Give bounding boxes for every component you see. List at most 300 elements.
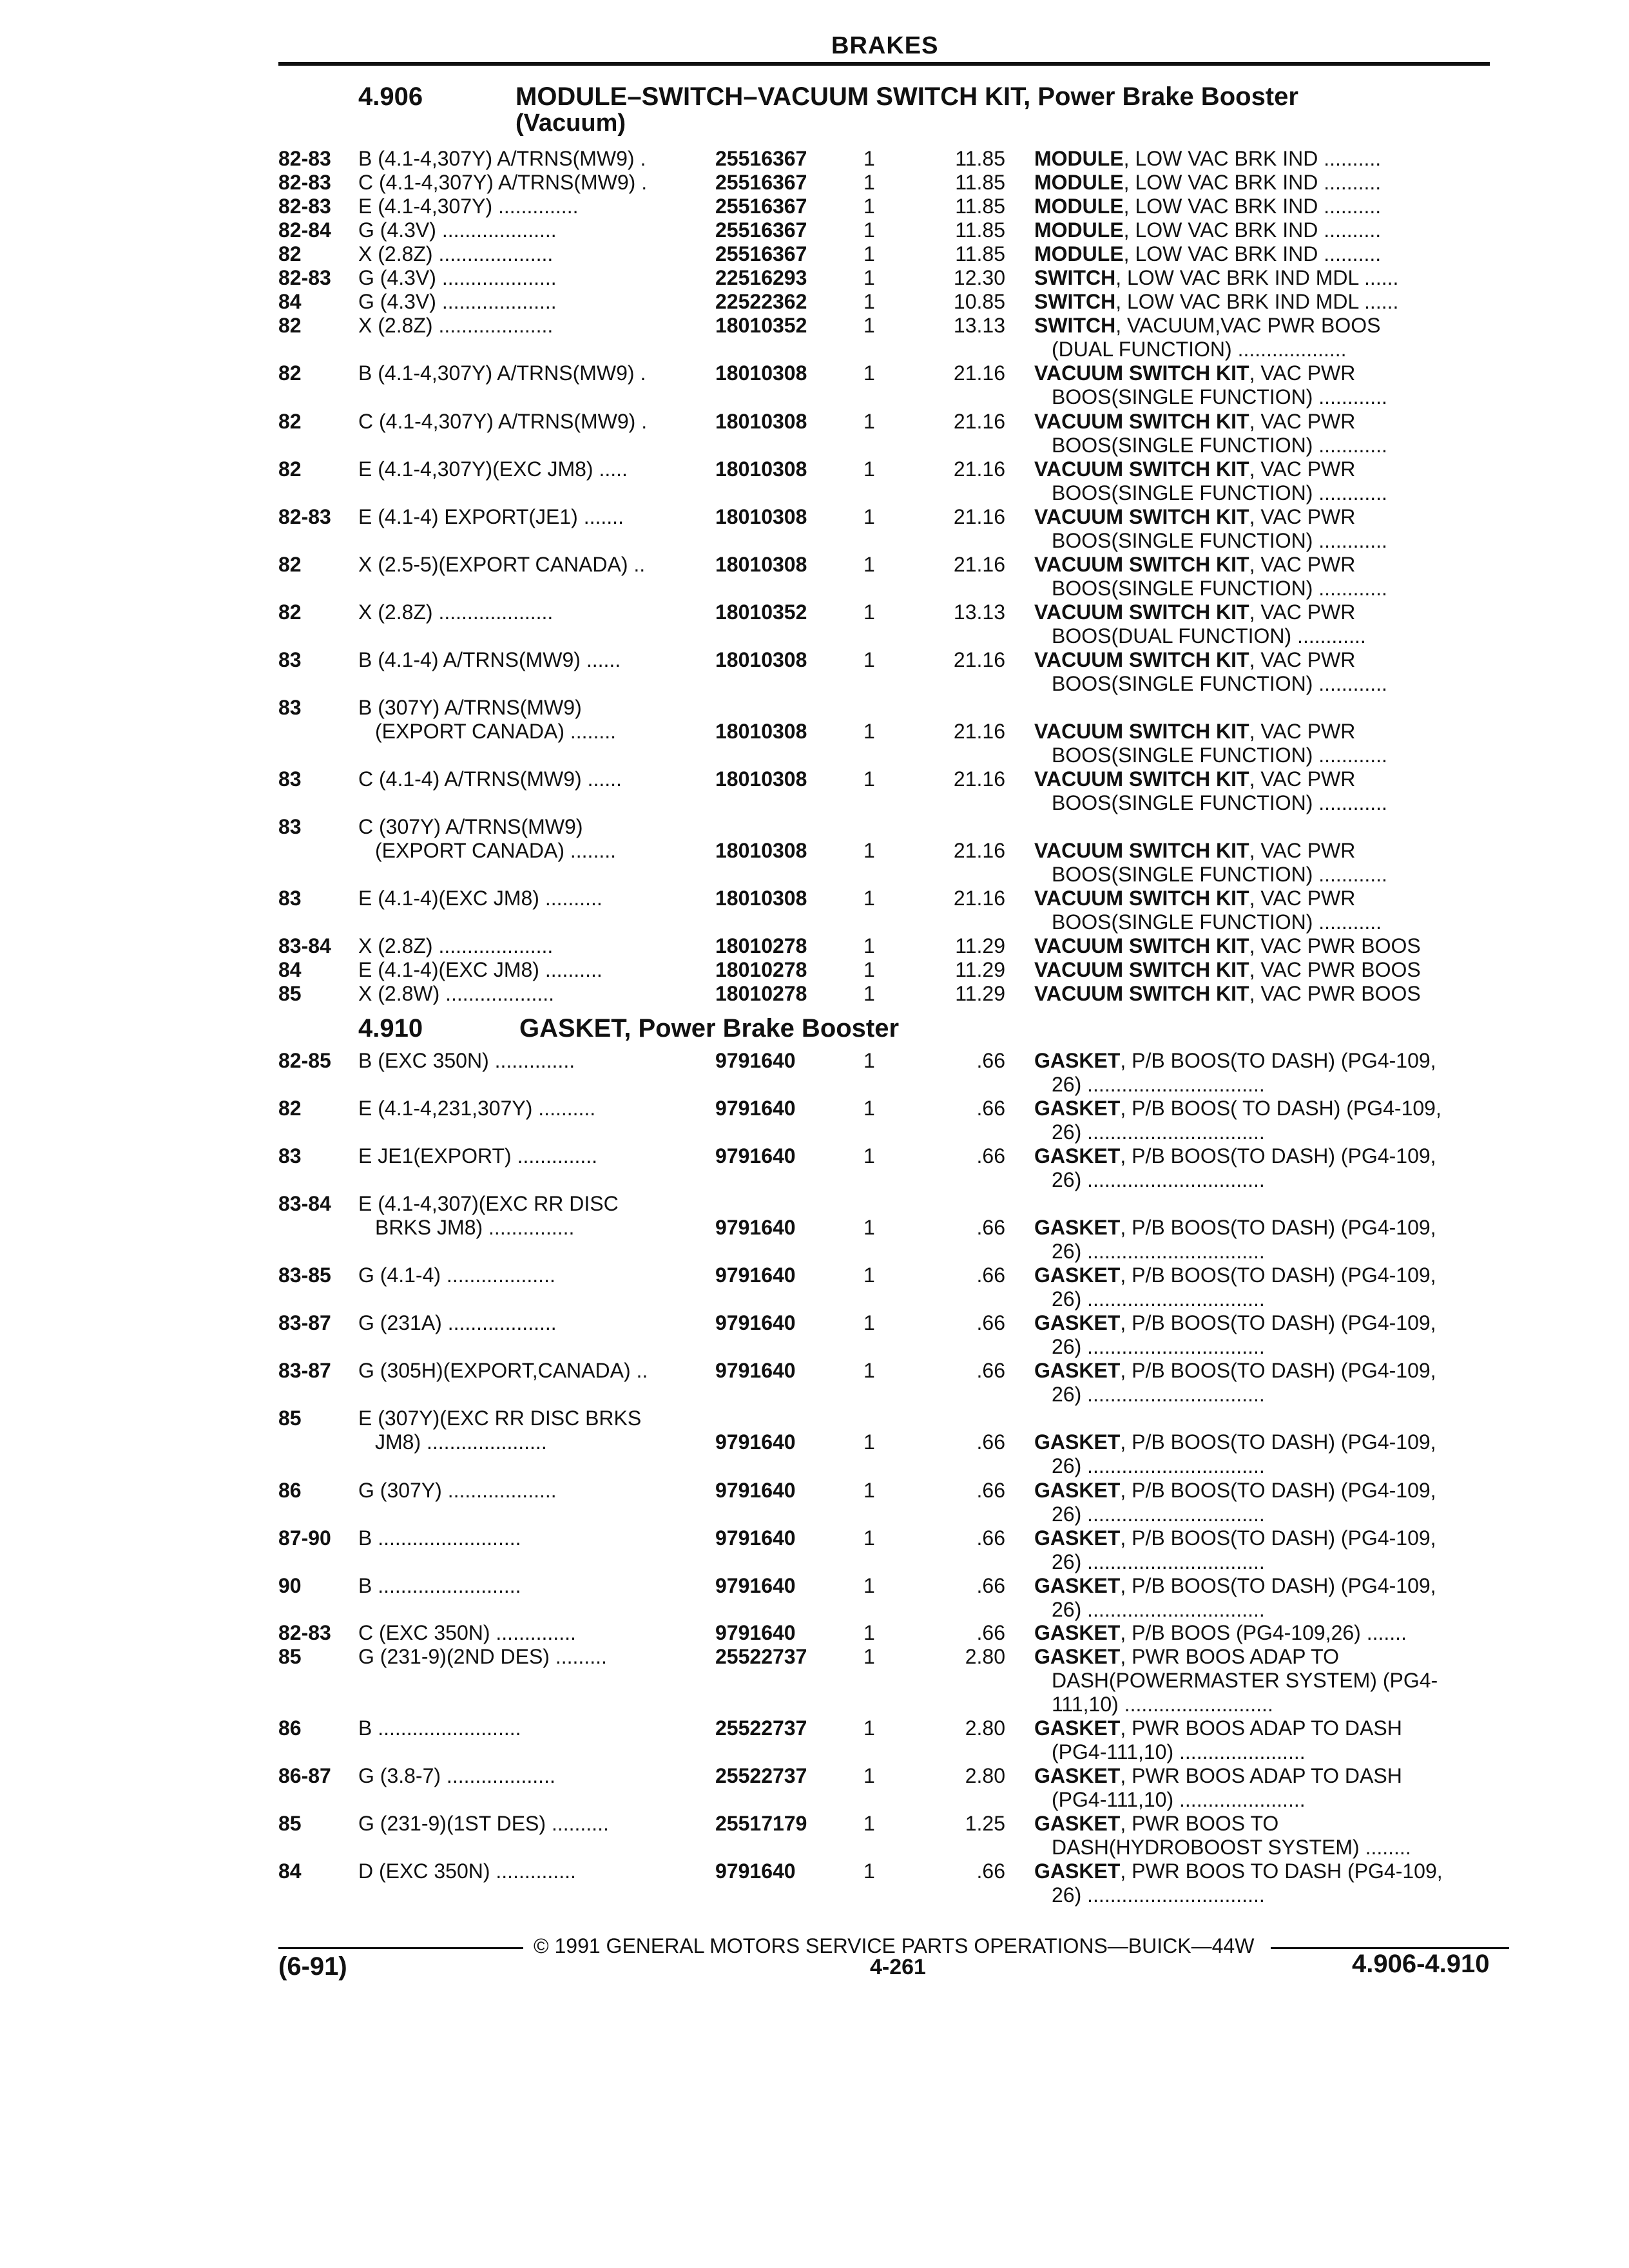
- parts-row: [0, 1144, 1629, 1192]
- application: G (231A) ...................: [358, 1311, 557, 1334]
- parts-row: [0, 266, 1629, 290]
- model-year: 82-84: [278, 218, 331, 242]
- quantity: 1: [863, 195, 875, 218]
- model-year: 85: [278, 982, 302, 1005]
- description: GASKET, P/B BOOS(TO DASH) (PG4-109,: [1034, 1144, 1436, 1168]
- description: GASKET, P/B BOOS( TO DASH) (PG4-109,: [1034, 1097, 1441, 1120]
- part-number: 18010308: [715, 457, 807, 481]
- model-year: 82: [278, 1097, 302, 1120]
- parts-row: [0, 1645, 1629, 1716]
- price: 12.30: [953, 266, 1005, 289]
- header-rule: [278, 62, 1490, 66]
- description: VACUUM SWITCH KIT, VAC PWR BOOS: [1034, 982, 1421, 1005]
- application-continued: BRKS JM8) ...............: [375, 1216, 575, 1239]
- application: G (3.8-7) ...................: [358, 1764, 555, 1787]
- description: MODULE, LOW VAC BRK IND ..........: [1034, 218, 1382, 242]
- quantity: 1: [863, 1049, 875, 1072]
- part-number: 18010308: [715, 767, 807, 791]
- price: .66: [976, 1049, 1005, 1072]
- description: MODULE, LOW VAC BRK IND ..........: [1034, 171, 1382, 194]
- parts-row: [0, 1526, 1629, 1574]
- model-year: 84: [278, 290, 302, 313]
- price: .66: [976, 1574, 1005, 1597]
- price: 13.13: [953, 601, 1005, 624]
- model-year: 82: [278, 314, 302, 337]
- quantity: 1: [863, 1812, 875, 1835]
- application: C (307Y) A/TRNS(MW9): [358, 815, 583, 838]
- description: GASKET, P/B BOOS(TO DASH) (PG4-109,: [1034, 1359, 1436, 1382]
- model-year: 83: [278, 1144, 302, 1168]
- part-number: 18010352: [715, 314, 807, 337]
- description: VACUUM SWITCH KIT, VAC PWR BOOS: [1034, 958, 1421, 981]
- quantity: 1: [863, 720, 875, 743]
- quantity: 1: [863, 1430, 875, 1454]
- application: B .........................: [358, 1574, 521, 1597]
- parts-row: [0, 1192, 1629, 1263]
- price: 10.85: [953, 290, 1005, 313]
- parts-row: [0, 767, 1629, 815]
- application: B (EXC 350N) ..............: [358, 1049, 575, 1072]
- parts-row: [0, 1860, 1629, 1907]
- model-year: 82-83: [278, 171, 331, 194]
- model-year: 82-83: [278, 505, 331, 528]
- description: GASKET, P/B BOOS(TO DASH) (PG4-109,: [1034, 1264, 1436, 1287]
- application: E (4.1-4) EXPORT(JE1) .......: [358, 505, 624, 528]
- quantity: 1: [863, 457, 875, 481]
- description-continued: BOOS(SINGLE FUNCTION) ...........: [1052, 910, 1382, 934]
- description: VACUUM SWITCH KIT, VAC PWR: [1034, 601, 1356, 624]
- application: G (4.3V) ....................: [358, 218, 557, 242]
- part-number: 25516367: [715, 218, 807, 242]
- price: 21.16: [953, 505, 1005, 528]
- model-year: 82-85: [278, 1049, 331, 1072]
- description-continued: BOOS(SINGLE FUNCTION) ............: [1052, 481, 1387, 505]
- quantity: 1: [863, 1645, 875, 1668]
- footer-page-number: 4-261: [870, 1955, 926, 1979]
- part-number: 9791640: [715, 1264, 796, 1287]
- description: VACUUM SWITCH KIT, VAC PWR: [1034, 361, 1356, 385]
- description: VACUUM SWITCH KIT, VAC PWR: [1034, 767, 1356, 791]
- parts-row: [0, 934, 1629, 958]
- description-continued: 26) ...............................: [1052, 1168, 1265, 1191]
- description: GASKET, PWR BOOS ADAP TO DASH: [1034, 1716, 1402, 1740]
- description: VACUUM SWITCH KIT, VAC PWR: [1034, 720, 1356, 743]
- part-number: 22516293: [715, 266, 807, 289]
- part-number: 25522737: [715, 1764, 807, 1787]
- description: VACUUM SWITCH KIT, VAC PWR: [1034, 505, 1356, 528]
- application: G (4.3V) ....................: [358, 290, 557, 313]
- application: X (2.8Z) ....................: [358, 314, 554, 337]
- model-year: 83: [278, 696, 302, 719]
- part-number: 18010308: [715, 648, 807, 671]
- description-continued: 26) ...............................: [1052, 1598, 1265, 1621]
- description-continued: BOOS(SINGLE FUNCTION) ............: [1052, 434, 1387, 457]
- description: MODULE, LOW VAC BRK IND ..........: [1034, 147, 1382, 170]
- description: MODULE, LOW VAC BRK IND ..........: [1034, 195, 1382, 218]
- application-continued: (EXPORT CANADA) ........: [375, 839, 616, 862]
- model-year: 83: [278, 767, 302, 791]
- description-continued: BOOS(SINGLE FUNCTION) ............: [1052, 744, 1387, 767]
- footer-copyright: © 1991 GENERAL MOTORS SERVICE PARTS OPERATIONS—BUICK—44W: [534, 1934, 1255, 1957]
- part-number: 9791640: [715, 1574, 796, 1597]
- description: GASKET, P/B BOOS(TO DASH) (PG4-109,: [1034, 1574, 1436, 1597]
- part-number: 9791640: [715, 1311, 796, 1334]
- part-number: 18010308: [715, 410, 807, 433]
- description-continued: BOOS(SINGLE FUNCTION) ............: [1052, 529, 1387, 552]
- quantity: 1: [863, 1264, 875, 1287]
- price: 21.16: [953, 410, 1005, 433]
- quantity: 1: [863, 553, 875, 576]
- part-number: 9791640: [715, 1430, 796, 1454]
- part-number: 18010308: [715, 361, 807, 385]
- application: X (2.8Z) ....................: [358, 934, 554, 957]
- application: C (4.1-4,307Y) A/TRNS(MW9) .: [358, 171, 648, 194]
- price: 11.85: [955, 147, 1005, 170]
- parts-row: [0, 1574, 1629, 1622]
- application: E (307Y)(EXC RR DISC BRKS: [358, 1407, 642, 1430]
- parts-row: [0, 601, 1629, 648]
- parts-row: [0, 290, 1629, 314]
- part-number: 18010308: [715, 505, 807, 528]
- model-year: 82: [278, 361, 302, 385]
- parts-row: [0, 1264, 1629, 1311]
- description-continued: DASH(HYDROBOOST SYSTEM) ........: [1052, 1836, 1411, 1859]
- part-number: 25522737: [715, 1645, 807, 1668]
- application: G (4.1-4) ...................: [358, 1264, 555, 1287]
- description: VACUUM SWITCH KIT, VAC PWR: [1034, 410, 1356, 433]
- model-year: 86-87: [278, 1764, 331, 1787]
- model-year: 87-90: [278, 1526, 331, 1550]
- description-continued: BOOS(SINGLE FUNCTION) ............: [1052, 577, 1387, 600]
- price: .66: [976, 1359, 1005, 1382]
- model-year: 85: [278, 1407, 302, 1430]
- model-year: 86: [278, 1716, 302, 1740]
- application: B (4.1-4) A/TRNS(MW9) ......: [358, 648, 621, 671]
- application: G (305H)(EXPORT,CANADA) ..: [358, 1359, 648, 1382]
- price: .66: [976, 1097, 1005, 1120]
- description-continued: 26) ...............................: [1052, 1240, 1265, 1263]
- price: 21.16: [953, 457, 1005, 481]
- model-year: 82: [278, 553, 302, 576]
- description: GASKET, P/B BOOS(TO DASH) (PG4-109,: [1034, 1430, 1436, 1454]
- price: 21.16: [953, 839, 1005, 862]
- application: E (4.1-4)(EXC JM8) ..........: [358, 958, 602, 981]
- description: GASKET, P/B BOOS(TO DASH) (PG4-109,: [1034, 1479, 1436, 1502]
- description-continued: 26) ...............................: [1052, 1383, 1265, 1406]
- parts-row: [0, 147, 1629, 171]
- part-number: 18010278: [715, 982, 807, 1005]
- description-continued: 26) ...............................: [1052, 1883, 1265, 1907]
- model-year: 82: [278, 457, 302, 481]
- model-year: 82: [278, 242, 302, 265]
- part-number: 9791640: [715, 1621, 796, 1644]
- price: 11.85: [955, 242, 1005, 265]
- description-continued: BOOS(SINGLE FUNCTION) ............: [1052, 791, 1387, 814]
- quantity: 1: [863, 1574, 875, 1597]
- section-number: 4.910: [358, 1014, 423, 1043]
- quantity: 1: [863, 767, 875, 791]
- footer-rule-right: [1271, 1947, 1509, 1949]
- parts-row: [0, 1097, 1629, 1144]
- description-continued-2: 111,10) ..........................: [1052, 1693, 1273, 1716]
- part-number: 9791640: [715, 1526, 796, 1550]
- application-continued: (EXPORT CANADA) ........: [375, 720, 616, 743]
- description: GASKET, P/B BOOS(TO DASH) (PG4-109,: [1034, 1311, 1436, 1334]
- part-number: 18010308: [715, 553, 807, 576]
- description-continued: 26) ...............................: [1052, 1335, 1265, 1358]
- quantity: 1: [863, 1144, 875, 1168]
- price: 11.29: [955, 958, 1005, 981]
- price: .66: [976, 1621, 1005, 1644]
- quantity: 1: [863, 1526, 875, 1550]
- application-continued: JM8) .....................: [375, 1430, 547, 1454]
- application: E (4.1-4,231,307Y) ..........: [358, 1097, 596, 1120]
- section-title: GASKET, Power Brake Booster: [519, 1014, 900, 1043]
- description-continued: 26) ...............................: [1052, 1073, 1265, 1096]
- footer-range: 4.906-4.910: [1352, 1950, 1490, 1978]
- application: X (2.8Z) ....................: [358, 601, 554, 624]
- parts-row: [0, 1407, 1629, 1477]
- part-number: 9791640: [715, 1097, 796, 1120]
- description-continued: BOOS(SINGLE FUNCTION) ............: [1052, 385, 1387, 408]
- description-continued: BOOS(DUAL FUNCTION) ............: [1052, 624, 1366, 648]
- price: 11.85: [955, 195, 1005, 218]
- quantity: 1: [863, 171, 875, 194]
- part-number: 18010352: [715, 601, 807, 624]
- description-continued: 26) ...............................: [1052, 1120, 1265, 1144]
- description: GASKET, PWR BOOS TO DASH (PG4-109,: [1034, 1860, 1443, 1883]
- application: C (4.1-4) A/TRNS(MW9) ......: [358, 767, 622, 791]
- application: X (2.8Z) ....................: [358, 242, 554, 265]
- model-year: 84: [278, 958, 302, 981]
- section-heading: [358, 1014, 1518, 1043]
- parts-row: [0, 410, 1629, 457]
- parts-row: [0, 1479, 1629, 1526]
- price: 21.16: [953, 553, 1005, 576]
- parts-row: [0, 1049, 1629, 1097]
- description: GASKET, P/B BOOS(TO DASH) (PG4-109,: [1034, 1526, 1436, 1550]
- description: SWITCH, LOW VAC BRK IND MDL ......: [1034, 290, 1399, 313]
- price: 11.29: [955, 982, 1005, 1005]
- quantity: 1: [863, 410, 875, 433]
- quantity: 1: [863, 290, 875, 313]
- quantity: 1: [863, 314, 875, 337]
- application: C (4.1-4,307Y) A/TRNS(MW9) .: [358, 410, 648, 433]
- description-continued: BOOS(SINGLE FUNCTION) ............: [1052, 672, 1387, 695]
- parts-row: [0, 1716, 1629, 1764]
- price: 13.13: [953, 314, 1005, 337]
- price: 11.29: [955, 934, 1005, 957]
- application: B .........................: [358, 1526, 521, 1550]
- model-year: 86: [278, 1479, 302, 1502]
- quantity: 1: [863, 601, 875, 624]
- part-number: 18010278: [715, 934, 807, 957]
- description: VACUUM SWITCH KIT, VAC PWR: [1034, 648, 1356, 671]
- application: D (EXC 350N) ..............: [358, 1860, 576, 1883]
- quantity: 1: [863, 218, 875, 242]
- parts-row: [0, 1359, 1629, 1407]
- model-year: 82: [278, 410, 302, 433]
- application: C (EXC 350N) ..............: [358, 1621, 576, 1644]
- description: GASKET, P/B BOOS (PG4-109,26) .......: [1034, 1621, 1407, 1644]
- model-year: 82-83: [278, 1621, 331, 1644]
- application: E (4.1-4,307Y) ..............: [358, 195, 579, 218]
- model-year: 82-83: [278, 147, 331, 170]
- section-title: MODULE–SWITCH–VACUUM SWITCH KIT, Power Brake Booster: [516, 82, 1298, 111]
- model-year: 83: [278, 887, 302, 910]
- parts-row: [0, 242, 1629, 266]
- part-number: 9791640: [715, 1216, 796, 1239]
- quantity: 1: [863, 1311, 875, 1334]
- price: 1.25: [965, 1812, 1005, 1835]
- description-continued: 26) ...............................: [1052, 1287, 1265, 1311]
- quantity: 1: [863, 1621, 875, 1644]
- application: B .........................: [358, 1716, 521, 1740]
- part-number: 25516367: [715, 242, 807, 265]
- parts-row: [0, 553, 1629, 601]
- price: .66: [976, 1216, 1005, 1239]
- description: SWITCH, VACUUM,VAC PWR BOOS: [1034, 314, 1381, 337]
- part-number: 9791640: [715, 1049, 796, 1072]
- price: 11.85: [955, 218, 1005, 242]
- quantity: 1: [863, 887, 875, 910]
- section-heading: [358, 82, 1518, 144]
- model-year: 83-84: [278, 934, 331, 957]
- quantity: 1: [863, 1097, 875, 1120]
- page-header: BRAKES: [831, 32, 939, 59]
- part-number: 25516367: [715, 195, 807, 218]
- quantity: 1: [863, 934, 875, 957]
- application: G (231-9)(1ST DES) ..........: [358, 1812, 609, 1835]
- description-continued: 26) ...............................: [1052, 1503, 1265, 1526]
- part-number: 25516367: [715, 171, 807, 194]
- quantity: 1: [863, 1479, 875, 1502]
- application: B (4.1-4,307Y) A/TRNS(MW9) .: [358, 147, 646, 170]
- quantity: 1: [863, 1860, 875, 1883]
- quantity: 1: [863, 147, 875, 170]
- part-number: 9791640: [715, 1144, 796, 1168]
- parts-row: [0, 314, 1629, 361]
- model-year: 83-87: [278, 1359, 331, 1382]
- quantity: 1: [863, 361, 875, 385]
- model-year: 83-87: [278, 1311, 331, 1334]
- section-number: 4.906: [358, 82, 423, 111]
- model-year: 85: [278, 1645, 302, 1668]
- parts-row: [0, 195, 1629, 218]
- description-continued: DASH(POWERMASTER SYSTEM) (PG4-: [1052, 1669, 1438, 1692]
- part-number: 18010308: [715, 839, 807, 862]
- model-year: 85: [278, 1812, 302, 1835]
- quantity: 1: [863, 839, 875, 862]
- description-continued: (DUAL FUNCTION) ...................: [1052, 338, 1347, 361]
- price: 21.16: [953, 720, 1005, 743]
- parts-row: [0, 1812, 1629, 1860]
- part-number: 18010308: [715, 720, 807, 743]
- price: .66: [976, 1860, 1005, 1883]
- price: 2.80: [965, 1716, 1005, 1740]
- part-number: 25522737: [715, 1716, 807, 1740]
- quantity: 1: [863, 982, 875, 1005]
- quantity: 1: [863, 648, 875, 671]
- footer-date-code: (6-91): [278, 1952, 347, 1981]
- part-number: 18010278: [715, 958, 807, 981]
- model-year: 90: [278, 1574, 302, 1597]
- price: 21.16: [953, 887, 1005, 910]
- price: 11.85: [955, 171, 1005, 194]
- description: SWITCH, LOW VAC BRK IND MDL ......: [1034, 266, 1399, 289]
- price: 21.16: [953, 648, 1005, 671]
- price: 2.80: [965, 1645, 1005, 1668]
- quantity: 1: [863, 1216, 875, 1239]
- parts-row: [0, 982, 1629, 1006]
- description: VACUUM SWITCH KIT, VAC PWR BOOS: [1034, 934, 1421, 957]
- quantity: 1: [863, 1764, 875, 1787]
- part-number: 9791640: [715, 1860, 796, 1883]
- part-number: 25516367: [715, 147, 807, 170]
- description-continued: BOOS(SINGLE FUNCTION) ............: [1052, 863, 1387, 886]
- part-number: 22522362: [715, 290, 807, 313]
- application: E (4.1-4)(EXC JM8) ..........: [358, 887, 602, 910]
- description: GASKET, P/B BOOS(TO DASH) (PG4-109,: [1034, 1216, 1436, 1239]
- section-subtitle: (Vacuum): [516, 110, 626, 137]
- description: GASKET, P/B BOOS(TO DASH) (PG4-109,: [1034, 1049, 1436, 1072]
- application: X (2.8W) ...................: [358, 982, 555, 1005]
- quantity: 1: [863, 266, 875, 289]
- quantity: 1: [863, 242, 875, 265]
- model-year: 84: [278, 1860, 302, 1883]
- parts-row: [0, 648, 1629, 696]
- model-year: 83-84: [278, 1192, 331, 1215]
- model-year: 83: [278, 815, 302, 838]
- price: .66: [976, 1311, 1005, 1334]
- part-number: 9791640: [715, 1359, 796, 1382]
- description: GASKET, PWR BOOS TO: [1034, 1812, 1279, 1835]
- application: E JE1(EXPORT) ..............: [358, 1144, 598, 1168]
- price: .66: [976, 1479, 1005, 1502]
- price: 2.80: [965, 1764, 1005, 1787]
- parts-row: [0, 505, 1629, 553]
- parts-row: [0, 1621, 1629, 1645]
- description: VACUUM SWITCH KIT, VAC PWR: [1034, 553, 1356, 576]
- parts-row: [0, 1311, 1629, 1359]
- model-year: 83-85: [278, 1264, 331, 1287]
- parts-row: [0, 218, 1629, 242]
- parts-row: [0, 1764, 1629, 1812]
- parts-row: [0, 815, 1629, 886]
- quantity: 1: [863, 1359, 875, 1382]
- application: G (307Y) ...................: [358, 1479, 557, 1502]
- price: 21.16: [953, 361, 1005, 385]
- model-year: 82: [278, 601, 302, 624]
- application: E (4.1-4,307)(EXC RR DISC: [358, 1192, 619, 1215]
- application: B (307Y) A/TRNS(MW9): [358, 696, 582, 719]
- parts-row: [0, 696, 1629, 767]
- application: G (4.3V) ....................: [358, 266, 557, 289]
- description-continued: 26) ...............................: [1052, 1550, 1265, 1573]
- model-year: 82-83: [278, 266, 331, 289]
- description: VACUUM SWITCH KIT, VAC PWR: [1034, 887, 1356, 910]
- parts-row: [0, 361, 1629, 409]
- application: X (2.5-5)(EXPORT CANADA) ..: [358, 553, 646, 576]
- quantity: 1: [863, 505, 875, 528]
- part-number: 25517179: [715, 1812, 807, 1835]
- price: .66: [976, 1526, 1005, 1550]
- part-number: 9791640: [715, 1479, 796, 1502]
- description: VACUUM SWITCH KIT, VAC PWR: [1034, 839, 1356, 862]
- part-number: 18010308: [715, 887, 807, 910]
- description: GASKET, PWR BOOS ADAP TO DASH: [1034, 1764, 1402, 1787]
- application: B (4.1-4,307Y) A/TRNS(MW9) .: [358, 361, 646, 385]
